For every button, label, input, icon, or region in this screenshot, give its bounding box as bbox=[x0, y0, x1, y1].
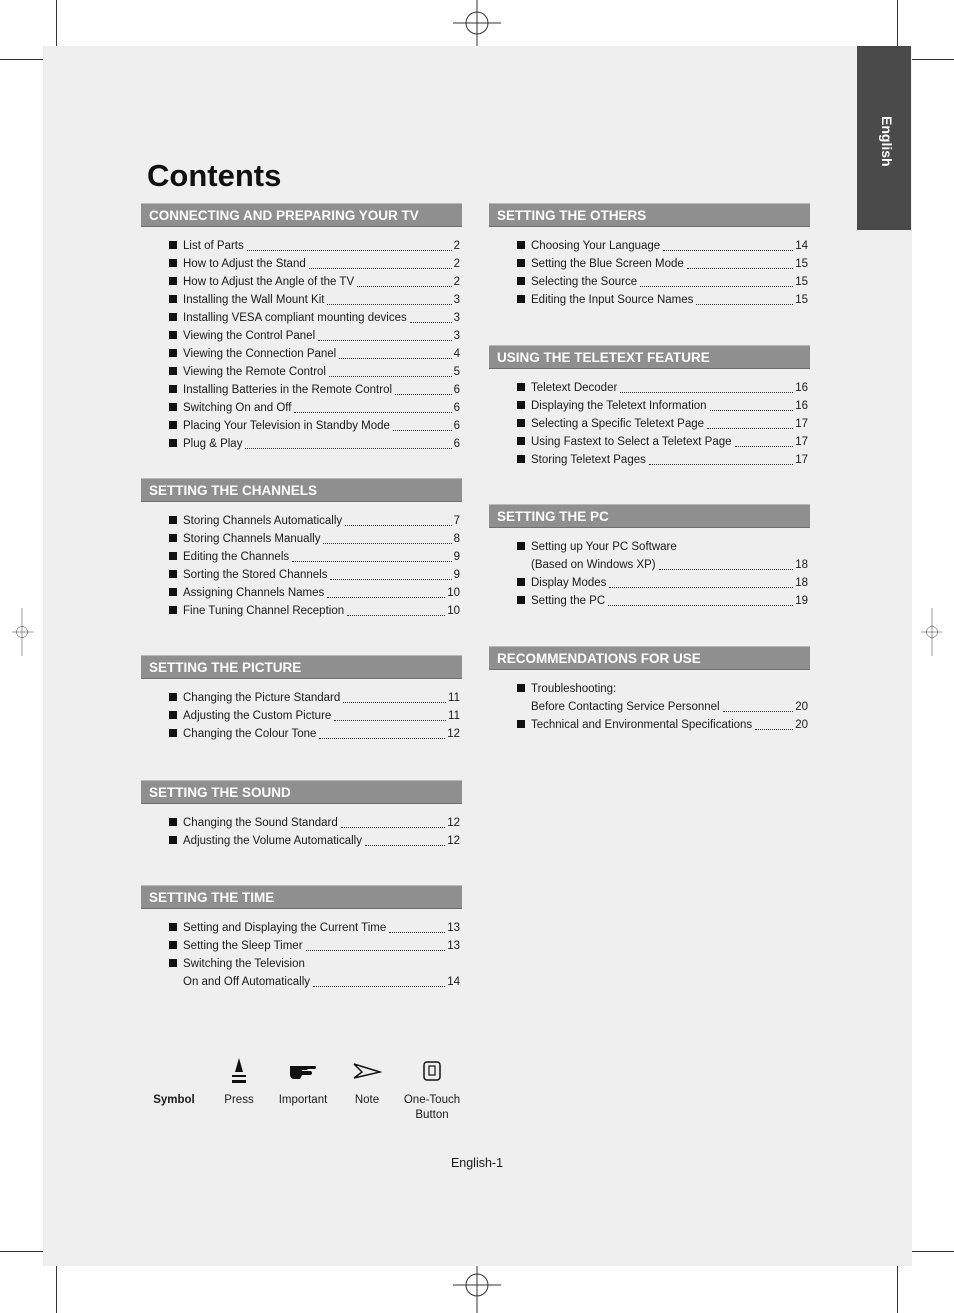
toc-item-page: 15 bbox=[795, 294, 808, 306]
toc-item-page: 11 bbox=[448, 692, 460, 704]
toc-entry-row bbox=[183, 435, 460, 453]
toc-entry-row bbox=[183, 919, 460, 937]
dot-leader bbox=[608, 605, 793, 606]
square-bullet-icon bbox=[169, 836, 177, 844]
dot-leader bbox=[294, 412, 451, 413]
toc-item-label: Setting and Displaying the Current Time bbox=[183, 922, 387, 934]
toc-entry-row bbox=[183, 327, 460, 345]
toc-item[interactable] bbox=[141, 345, 462, 363]
toc-item-label: Storing Teletext Pages bbox=[531, 454, 646, 466]
dot-leader bbox=[343, 702, 446, 703]
toc-item-page: 4 bbox=[453, 348, 460, 360]
toc-item-label: Setting the PC bbox=[531, 595, 606, 607]
toc-item[interactable] bbox=[489, 433, 810, 451]
toc-item-label: Viewing the Connection Panel bbox=[183, 348, 337, 360]
toc-entry-row bbox=[531, 592, 808, 610]
toc-item[interactable] bbox=[141, 919, 462, 937]
dot-leader bbox=[330, 579, 451, 580]
toc-item-label: (Based on Windows XP) bbox=[531, 559, 656, 571]
dot-leader bbox=[710, 410, 794, 411]
toc-list bbox=[141, 814, 462, 850]
toc-item[interactable] bbox=[489, 237, 810, 255]
toc-item-label: Fine Tuning Channel Reception bbox=[183, 605, 345, 617]
toc-item[interactable] bbox=[141, 435, 462, 453]
toc-item-page: 12 bbox=[447, 817, 460, 829]
square-bullet-icon bbox=[517, 596, 525, 604]
dot-leader bbox=[341, 827, 445, 828]
square-bullet-icon bbox=[169, 277, 177, 285]
page-title: Contents bbox=[147, 158, 282, 193]
toc-entry-row bbox=[183, 725, 460, 743]
toc-item-label: Storing Channels Automatically bbox=[183, 515, 343, 527]
toc-item[interactable] bbox=[141, 381, 462, 399]
toc-item-label: Displaying the Teletext Information bbox=[531, 400, 707, 412]
toc-entry-row bbox=[531, 237, 808, 255]
toc-item-label: Technical and Environmental Specifications bbox=[531, 719, 753, 731]
toc-item-label: Switching On and Off bbox=[183, 402, 292, 414]
square-bullet-icon bbox=[169, 711, 177, 719]
toc-entry-row bbox=[531, 698, 808, 716]
toc-item-label: Assigning Channels Names bbox=[183, 587, 325, 599]
toc-item-label: Selecting the Source bbox=[531, 276, 638, 288]
registration-mark-left bbox=[0, 608, 48, 656]
square-bullet-icon bbox=[169, 403, 177, 411]
toc-item[interactable] bbox=[141, 255, 462, 273]
dot-leader bbox=[245, 448, 451, 449]
toc-item[interactable] bbox=[489, 415, 810, 433]
toc-list bbox=[141, 237, 462, 453]
toc-entry-row bbox=[183, 381, 460, 399]
toc-item-page: 20 bbox=[795, 719, 808, 731]
square-bullet-icon bbox=[169, 534, 177, 542]
symbol-one-touch bbox=[398, 1056, 466, 1121]
toc-entry-row bbox=[183, 345, 460, 363]
toc-item-page: 15 bbox=[795, 258, 808, 270]
toc-item[interactable] bbox=[141, 237, 462, 255]
toc-item[interactable] bbox=[141, 291, 462, 309]
toc-item-page: 14 bbox=[447, 976, 460, 988]
toc-entry-row bbox=[183, 291, 460, 309]
section-heading: USING THE TELETEXT FEATURE bbox=[489, 345, 810, 369]
dot-leader bbox=[707, 428, 793, 429]
square-bullet-icon bbox=[169, 313, 177, 321]
toc-item[interactable] bbox=[141, 399, 462, 417]
toc-item-page: 19 bbox=[795, 595, 808, 607]
section-picture bbox=[141, 655, 462, 743]
section-sound bbox=[141, 780, 462, 850]
crop-mark bbox=[897, 0, 898, 46]
toc-entry-row bbox=[183, 512, 460, 530]
dot-leader bbox=[609, 587, 793, 588]
toc-item-label: Display Modes bbox=[531, 577, 607, 589]
toc-entry-row bbox=[531, 433, 808, 451]
dot-leader bbox=[649, 464, 793, 465]
toc-item[interactable] bbox=[141, 309, 462, 327]
toc-item[interactable] bbox=[489, 379, 810, 397]
square-bullet-icon bbox=[169, 941, 177, 949]
dot-leader bbox=[687, 268, 793, 269]
toc-item[interactable] bbox=[141, 814, 462, 832]
toc-item-label: Selecting a Specific Teletext Page bbox=[531, 418, 705, 430]
square-bullet-icon bbox=[169, 349, 177, 357]
toc-item-page: 6 bbox=[453, 438, 460, 450]
dot-leader bbox=[357, 286, 451, 287]
language-tab-label: English bbox=[879, 116, 895, 167]
toc-item-page: 3 bbox=[453, 294, 460, 306]
toc-list bbox=[489, 538, 810, 610]
toc-item-label: Before Contacting Service Personnel bbox=[531, 701, 720, 713]
toc-item[interactable] bbox=[141, 584, 462, 602]
toc-entry-row bbox=[183, 937, 460, 955]
toc-item-page: 16 bbox=[795, 382, 808, 394]
section-heading: SETTING THE CHANNELS bbox=[141, 478, 462, 502]
toc-entry-row bbox=[183, 237, 460, 255]
square-bullet-icon bbox=[517, 455, 525, 463]
section-heading: SETTING THE PICTURE bbox=[141, 655, 462, 679]
toc-entry-row bbox=[183, 363, 460, 381]
crop-mark bbox=[56, 1266, 57, 1313]
crop-mark bbox=[0, 59, 43, 60]
toc-item-page: 13 bbox=[447, 940, 460, 952]
dot-leader bbox=[318, 340, 451, 341]
toc-entry-row bbox=[531, 397, 808, 415]
dot-leader bbox=[723, 711, 794, 712]
toc-item-label-line1: Switching the Television bbox=[183, 958, 305, 970]
square-bullet-icon bbox=[169, 570, 177, 578]
section-heading: SETTING THE OTHERS bbox=[489, 203, 810, 227]
toc-item-label: Changing the Sound Standard bbox=[183, 817, 338, 829]
square-bullet-icon bbox=[517, 437, 525, 445]
dot-leader bbox=[663, 250, 793, 251]
toc-item-page: 2 bbox=[453, 276, 460, 288]
registration-mark-right bbox=[906, 608, 954, 656]
toc-item[interactable] bbox=[489, 716, 810, 734]
toc-list bbox=[141, 689, 462, 743]
toc-item-label: Viewing the Control Panel bbox=[183, 330, 316, 342]
toc-item-page: 20 bbox=[795, 701, 808, 713]
toc-item[interactable] bbox=[141, 363, 462, 381]
square-bullet-icon bbox=[517, 241, 525, 249]
toc-entry-row bbox=[183, 689, 460, 707]
square-bullet-icon bbox=[169, 241, 177, 249]
toc-item-page: 6 bbox=[453, 420, 460, 432]
section-heading: RECOMMENDATIONS FOR USE bbox=[489, 646, 810, 670]
toc-item[interactable] bbox=[489, 451, 810, 469]
dot-leader bbox=[319, 738, 445, 739]
square-bullet-icon bbox=[169, 295, 177, 303]
section-connecting bbox=[141, 203, 462, 453]
toc-item-label: Using Fastext to Select a Teletext Page bbox=[531, 436, 732, 448]
square-bullet-icon bbox=[169, 385, 177, 393]
square-bullet-icon bbox=[169, 259, 177, 267]
toc-item-label: On and Off Automatically bbox=[183, 976, 310, 988]
toc-entry-row bbox=[531, 415, 808, 433]
dot-leader bbox=[410, 322, 452, 323]
toc-entry-row bbox=[531, 255, 808, 273]
dot-leader bbox=[313, 986, 445, 987]
dot-leader bbox=[620, 392, 793, 393]
section-recommendations bbox=[489, 646, 810, 734]
square-bullet-icon bbox=[169, 729, 177, 737]
dot-leader bbox=[347, 615, 445, 616]
toc-item-page: 17 bbox=[795, 454, 808, 466]
toc-item-page: 2 bbox=[453, 258, 460, 270]
section-heading: CONNECTING AND PREPARING YOUR TV bbox=[141, 203, 462, 227]
toc-item-page: 8 bbox=[453, 533, 460, 545]
toc-item-label-line1: Troubleshooting: bbox=[531, 683, 617, 695]
toc-item-label: Setting the Sleep Timer bbox=[183, 940, 303, 952]
square-bullet-icon bbox=[517, 259, 525, 267]
toc-list bbox=[141, 512, 462, 620]
square-bullet-icon bbox=[517, 542, 525, 550]
toc-item-label: Sorting the Stored Channels bbox=[183, 569, 328, 581]
toc-item-label: Installing VESA compliant mounting devices bbox=[183, 312, 407, 324]
dot-leader bbox=[247, 250, 452, 251]
section-heading: SETTING THE SOUND bbox=[141, 780, 462, 804]
toc-entry-row bbox=[183, 832, 460, 850]
page-number: English-1 bbox=[450, 1156, 504, 1170]
toc-item[interactable] bbox=[489, 397, 810, 415]
toc-item[interactable] bbox=[141, 566, 462, 584]
language-tab bbox=[857, 46, 911, 230]
toc-entry-row bbox=[183, 417, 460, 435]
toc-item-label: Placing Your Television in Standby Mode bbox=[183, 420, 390, 432]
square-bullet-icon bbox=[169, 331, 177, 339]
dot-leader bbox=[323, 543, 451, 544]
toc-item-page: 11 bbox=[448, 710, 460, 722]
toc-item-page: 16 bbox=[795, 400, 808, 412]
toc-entry-row bbox=[183, 530, 460, 548]
toc-item[interactable] bbox=[489, 291, 810, 309]
toc-item-page: 13 bbox=[447, 922, 460, 934]
square-bullet-icon bbox=[169, 367, 177, 375]
toc-entry-row bbox=[531, 273, 808, 291]
toc-item-label: Changing the Picture Standard bbox=[183, 692, 341, 704]
one-touch-label-1: One-Touch bbox=[403, 1094, 461, 1106]
crop-mark bbox=[912, 59, 954, 60]
toc-item[interactable] bbox=[141, 512, 462, 530]
toc-item-label: Plug & Play bbox=[183, 438, 243, 450]
toc-item[interactable] bbox=[141, 417, 462, 435]
square-bullet-icon bbox=[517, 578, 525, 586]
square-bullet-icon bbox=[169, 439, 177, 447]
toc-entry-row bbox=[183, 584, 460, 602]
toc-item[interactable] bbox=[141, 548, 462, 566]
toc-item[interactable] bbox=[489, 273, 810, 291]
toc-item-label: Setting the Blue Screen Mode bbox=[531, 258, 684, 270]
dot-leader bbox=[339, 358, 451, 359]
toc-item-page: 10 bbox=[447, 605, 460, 617]
square-bullet-icon bbox=[169, 421, 177, 429]
toc-item-page: 12 bbox=[447, 728, 460, 740]
toc-entry-row bbox=[183, 309, 460, 327]
crop-mark bbox=[56, 0, 57, 46]
section-pc bbox=[489, 504, 810, 610]
registration-mark-bottom bbox=[453, 1265, 501, 1313]
toc-entry-row bbox=[183, 399, 460, 417]
toc-item[interactable] bbox=[141, 327, 462, 345]
toc-entry-row bbox=[183, 814, 460, 832]
toc-item-page: 6 bbox=[453, 384, 460, 396]
toc-entry-row bbox=[183, 566, 460, 584]
toc-item[interactable] bbox=[141, 725, 462, 743]
toc-item-label: Installing the Wall Mount Kit bbox=[183, 294, 325, 306]
dot-leader bbox=[306, 950, 446, 951]
dot-leader bbox=[329, 376, 452, 377]
toc-item[interactable] bbox=[489, 538, 810, 574]
toc-item-page: 17 bbox=[795, 436, 808, 448]
toc-item-page: 9 bbox=[453, 569, 460, 581]
square-bullet-icon bbox=[169, 923, 177, 931]
dot-leader bbox=[292, 561, 451, 562]
toc-entry-row bbox=[531, 451, 808, 469]
toc-item-label: How to Adjust the Stand bbox=[183, 258, 306, 270]
crop-mark bbox=[897, 1266, 898, 1313]
square-bullet-icon bbox=[169, 588, 177, 596]
square-bullet-icon bbox=[169, 959, 177, 967]
section-heading: SETTING THE PC bbox=[489, 504, 810, 528]
toc-entry-row bbox=[531, 379, 808, 397]
toc-item-label: Storing Channels Manually bbox=[183, 533, 321, 545]
square-bullet-icon bbox=[169, 552, 177, 560]
toc-item-page: 3 bbox=[453, 312, 460, 324]
section-teletext bbox=[489, 345, 810, 469]
toc-list bbox=[489, 379, 810, 469]
square-bullet-icon bbox=[517, 295, 525, 303]
toc-item[interactable] bbox=[141, 273, 462, 291]
toc-item[interactable] bbox=[141, 689, 462, 707]
toc-item-page: 17 bbox=[795, 418, 808, 430]
dot-leader bbox=[345, 525, 451, 526]
toc-entry-row bbox=[531, 291, 808, 309]
square-bullet-icon bbox=[517, 277, 525, 285]
toc-item-page: 10 bbox=[447, 587, 460, 599]
dot-leader bbox=[755, 729, 793, 730]
toc-entry-row bbox=[531, 574, 808, 592]
section-heading: SETTING THE TIME bbox=[141, 885, 462, 909]
square-bullet-icon bbox=[169, 606, 177, 614]
toc-entry-row bbox=[183, 548, 460, 566]
dot-leader bbox=[327, 597, 445, 598]
toc-item[interactable] bbox=[141, 832, 462, 850]
dot-leader bbox=[334, 720, 446, 721]
dot-leader bbox=[640, 286, 793, 287]
square-bullet-icon bbox=[169, 818, 177, 826]
toc-item-page: 12 bbox=[447, 835, 460, 847]
toc-item-label: Editing the Channels bbox=[183, 551, 290, 563]
dot-leader bbox=[393, 430, 452, 431]
square-bullet-icon bbox=[517, 383, 525, 391]
dot-leader bbox=[309, 268, 452, 269]
registration-mark-top bbox=[453, 0, 501, 48]
toc-item-page: 7 bbox=[453, 515, 460, 527]
square-bullet-icon bbox=[169, 693, 177, 701]
toc-item[interactable] bbox=[141, 937, 462, 955]
dot-leader bbox=[735, 446, 794, 447]
toc-entry-row bbox=[531, 556, 808, 574]
square-bullet-icon bbox=[517, 720, 525, 728]
toc-item-page: 6 bbox=[453, 402, 460, 414]
toc-list bbox=[141, 919, 462, 991]
toc-entry-row bbox=[531, 716, 808, 734]
toc-item[interactable] bbox=[489, 592, 810, 610]
symbol-heading: Symbol bbox=[153, 1094, 195, 1106]
symbol-press: Press bbox=[218, 1056, 260, 1106]
toc-item-label-line1: Setting up Your PC Software bbox=[531, 541, 677, 553]
toc-item-label: Adjusting the Custom Picture bbox=[183, 710, 332, 722]
toc-item-label: Viewing the Remote Control bbox=[183, 366, 326, 378]
toc-item-page: 18 bbox=[795, 577, 808, 589]
dot-leader bbox=[365, 845, 445, 846]
toc-item-label: Choosing Your Language bbox=[531, 240, 661, 252]
dot-leader bbox=[659, 569, 794, 570]
toc-item[interactable] bbox=[141, 530, 462, 548]
toc-item[interactable] bbox=[489, 680, 810, 716]
toc-entry-row bbox=[183, 255, 460, 273]
toc-entry-row bbox=[183, 707, 460, 725]
dot-leader bbox=[327, 304, 451, 305]
toc-item-page: 18 bbox=[795, 559, 808, 571]
toc-item-label: How to Adjust the Angle of the TV bbox=[183, 276, 355, 288]
toc-item[interactable] bbox=[489, 574, 810, 592]
toc-item-page: 2 bbox=[453, 240, 460, 252]
one-touch-label-2: Button bbox=[415, 1109, 449, 1121]
dot-leader bbox=[696, 304, 793, 305]
toc-item-label: Changing the Colour Tone bbox=[183, 728, 317, 740]
section-others bbox=[489, 203, 810, 309]
toc-item[interactable] bbox=[141, 602, 462, 620]
press-icon bbox=[229, 1056, 249, 1084]
symbol-important: Important bbox=[272, 1056, 334, 1106]
toc-list bbox=[489, 680, 810, 734]
toc-item-page: 5 bbox=[453, 366, 460, 378]
symbol-legend bbox=[140, 1056, 480, 1136]
toc-item-label: Installing Batteries in the Remote Control bbox=[183, 384, 393, 396]
toc-entry-row bbox=[183, 973, 460, 991]
dot-leader bbox=[395, 394, 452, 395]
toc-item-page: 9 bbox=[453, 551, 460, 563]
symbol-note: Note bbox=[346, 1056, 388, 1106]
section-channels bbox=[141, 478, 462, 620]
toc-item-page: 3 bbox=[453, 330, 460, 342]
toc-list bbox=[489, 237, 810, 309]
important-hand-icon bbox=[288, 1056, 318, 1084]
square-bullet-icon bbox=[169, 516, 177, 524]
toc-entry-row bbox=[183, 602, 460, 620]
square-bullet-icon bbox=[517, 419, 525, 427]
toc-item-label: List of Parts bbox=[183, 240, 244, 252]
crop-mark bbox=[912, 1251, 954, 1252]
toc-item-label: Adjusting the Volume Automatically bbox=[183, 835, 362, 847]
toc-item-label: Teletext Decoder bbox=[531, 382, 618, 394]
toc-item-page: 15 bbox=[795, 276, 808, 288]
toc-item[interactable] bbox=[141, 707, 462, 725]
toc-item-page: 14 bbox=[795, 240, 808, 252]
toc-item[interactable] bbox=[141, 955, 462, 991]
note-arrow-icon bbox=[352, 1056, 382, 1084]
toc-item[interactable] bbox=[489, 255, 810, 273]
square-bullet-icon bbox=[517, 401, 525, 409]
toc-entry-row bbox=[183, 273, 460, 291]
crop-mark bbox=[0, 1251, 43, 1252]
square-bullet-icon bbox=[517, 684, 525, 692]
dot-leader bbox=[389, 932, 445, 933]
one-touch-button-icon bbox=[421, 1056, 443, 1084]
toc-item-label: Editing the Input Source Names bbox=[531, 294, 694, 306]
section-time bbox=[141, 885, 462, 991]
